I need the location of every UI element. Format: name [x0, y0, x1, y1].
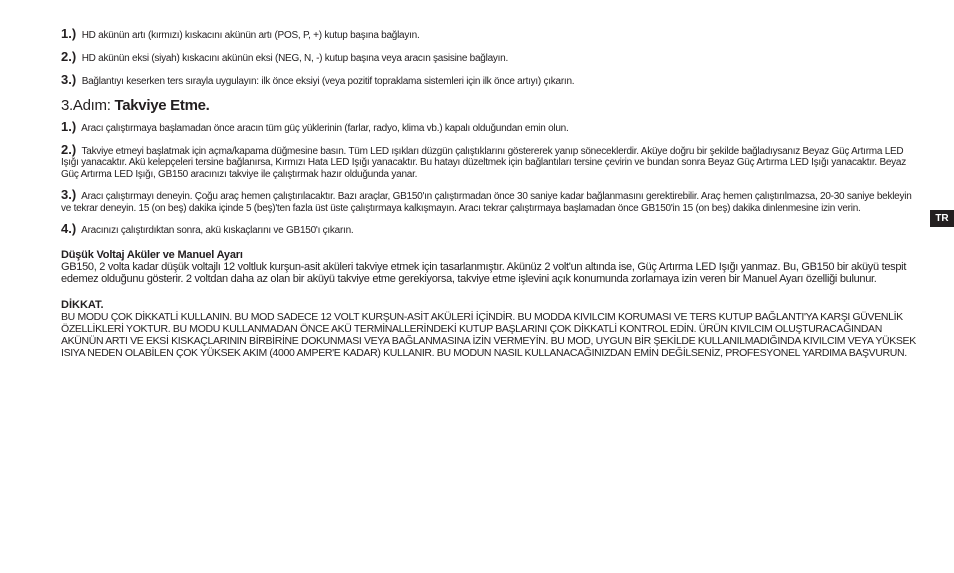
warning-text: BU MODU ÇOK DİKKATLİ KULLANIN. BU MOD SADECE 12 VOLT KURŞUN-ASİT AKÜLERİ İÇİNDİR. BU MODDA KIVILCIM KORUMASI VE TERS KUTUP BAĞLANTI'YA KARŞI GÜVENLİK ÖZELLİKLERİ YOKTUR. BU MODU KULLANMADAN ÖNCE AKÜ TERMİNALLERİNDEKİ KUTUP BAŞLARINI ÇOK DİKKATLİ KONTROL EDİN. ÜRÜN KIVILCIM OLUŞTURACAĞINDAN AKÜNÜN ARTI VE EKSİ KISKAÇLARININ BİRBİRİNE DOKUNMASI VEYA BAĞLANMASINA İZİN VERMEYİN. BU MOD, UYGUN BİR ŞEKİLDE KULLANILMADIĞINDA KIVILCIM VEYA YÜKSEK ISIYA NEDEN OLABİLEN ÇOK YÜKSEK AKIM (4000 AMPER'E KADAR) KULLANIR. BU MODUN NASIL KULLANACAĞINIZDAN EMİN DEĞİLSENİZ, PROFESYONEL YARDIMA BAŞVURUN. [61, 310, 916, 359]
connect-step-2 [61, 51, 919, 65]
boost-step-2 [61, 141, 919, 181]
step-number: 3.) [61, 72, 77, 87]
step-number: 4.) [61, 221, 77, 236]
boost-step-4 [61, 223, 919, 237]
step-text: Takviye etmeyi başlatmak için açma/kapama düğmesine basın. Tüm LED ışıkları düzgün çalıştıklarını göstererek yanıp söneceklerdir. Aküye doğru bir şekilde bağladıysanız Beyaz Güç Artırma LED Işığı yanacaktır. Akü kelepçeleri tersine bağlanırsa, Kırmızı Hata LED Işığı yanacaktır. Bu hatayı düzeltmek için bağlantıları tersine çevirin ve bundan sonra Beyaz Güç Artırma LED Işığı yanacaktır. Beyaz Güç Artırma LED Işığı, GB150 aracınızı takviye ile çalıştırmak hazır olduğunda yanar. [61, 145, 906, 180]
step-text: Aracı çalıştırmaya başlamadan önce aracın tüm güç yüklerinin (farlar, radyo, klima vb.) kapalı olduğundan emin olun. [81, 123, 569, 134]
boost-step-3 [61, 189, 919, 214]
low-voltage-title: Düşük Voltaj Aküler ve Manuel Ayarı [61, 248, 243, 261]
section-heading [61, 97, 919, 115]
step-number: 2.) [61, 141, 77, 157]
language-tab: TR [930, 210, 954, 227]
step-number: 1.) [61, 26, 77, 41]
step-number: 3.) [61, 187, 77, 202]
step-text: HD akünün eksi (siyah) kıskacını akünün eksi (NEG, N, -) kutup başına veya aracın şasisine bağlayın. [81, 53, 509, 64]
section-title: Takviye Etme. [114, 97, 210, 114]
step-text: Bağlantıyı keserken ters sırayla uygulayın: ilk önce eksiyi (veya pozitif topraklama sistemleri için ilk önce artıyı) çıkarın. [81, 76, 575, 87]
step-number: 2.) [61, 49, 77, 64]
manual-page [61, 28, 919, 359]
step-number: 1.) [61, 119, 77, 134]
warning-title: DİKKAT. [61, 298, 104, 311]
section-prefix: 3.Adım: [61, 97, 115, 114]
boost-step-1 [61, 121, 919, 135]
step-text: Aracınızı çalıştırdıktan sonra, akü kıskaçlarını ve GB150'ı çıkarın. [81, 225, 354, 236]
connect-step-1 [61, 28, 919, 42]
step-text: Aracı çalıştırmayı deneyin. Çoğu araç hemen çalıştırılacaktır. Bazı araçlar, GB150'ın çalıştırmadan önce 30 saniye kadar bağlanmasını gerektirebilir. Araç hemen çalıştırılmazsa, 20-30 saniye bekleyin ve tekrar deneyin. 15 (on beş) dakika içinde 5 (beş)'ten fazla üst üste çalıştırmaya kalkışmayın. Aracı tekrar çalıştırmaya başlamadan önce GB150'in 15 (on beş) dakika dinlenmesine izin verin. [61, 191, 912, 214]
step-text: HD akünün artı (kırmızı) kıskacını akünün artı (POS, P, +) kutup başına bağlayın. [81, 30, 420, 41]
connect-step-3 [61, 74, 919, 88]
low-voltage-text: GB150, 2 volta kadar düşük voltajlı 12 voltluk kurşun-asit aküleri takviye etmek için tasarlanmıştır. Akünüz 2 volt'un altında ise, Güç Artırma LED Işığı yanmaz. Bu, GB150 bir aküyü tespit edemez olduğunu gösterir. 2 voltdan daha az olan bir aküyü takviye etme gerekiyorsa, takviye etme işlevini açık konumunda zorlamaya izin veren bir Manuel Ayarı özelliği bulunur. [61, 260, 907, 285]
